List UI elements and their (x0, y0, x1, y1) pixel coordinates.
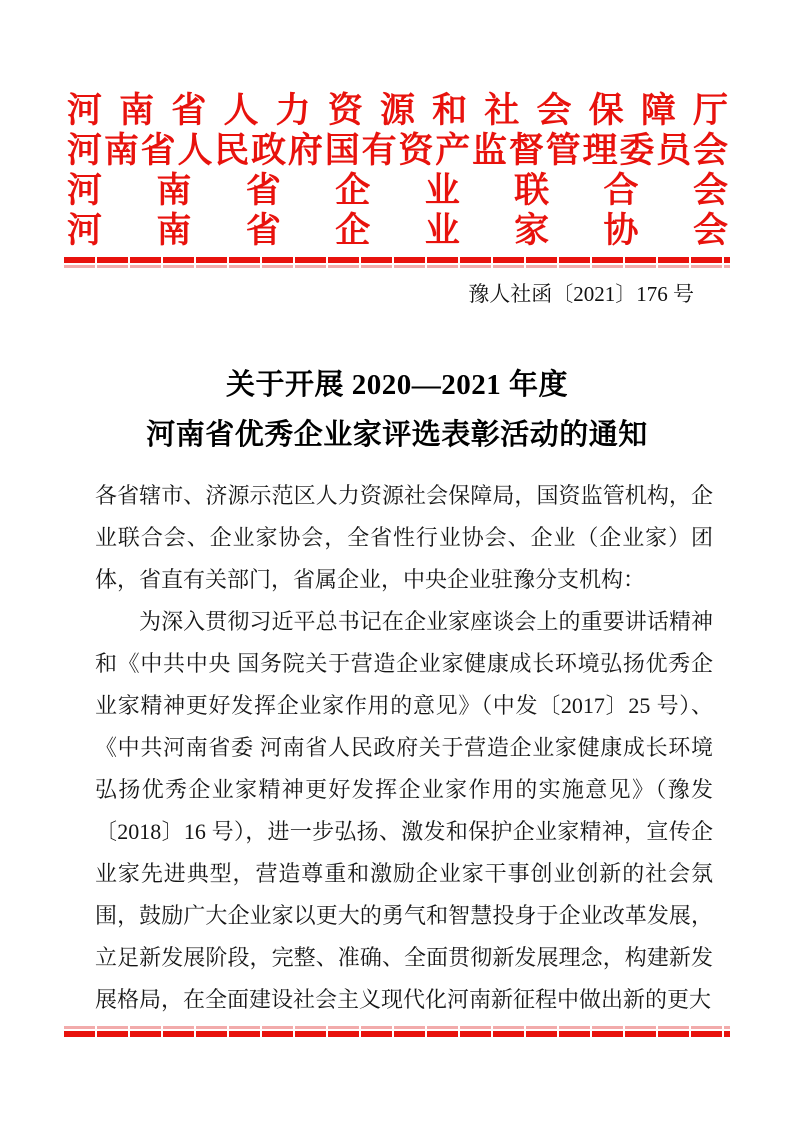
org-name-line-3: 河南省企业联合会 (67, 171, 728, 210)
notice-body (95, 475, 713, 1021)
org-name-line-1: 河南省人力资源和社会保障厅 (67, 91, 728, 130)
org-name-line-2: 河南省人民政府国有资产监督管理委员会 (67, 131, 728, 170)
notice-title (0, 360, 794, 460)
salutation: 各省辖市、济源示范区人力资源社会保障局，国资监管机构，企业联合会、企业家协会，全省性行业协会、企业（企业家）团体，省直有关部门，省属企业，中央企业驻豫分支机构： (95, 483, 713, 592)
body-paragraph-1: 为深入贯彻习近平总书记在企业家座谈会上的重要讲话精神和《中共中央 国务院关于营造企业家健康成长环境弘扬优秀企业家精神更好发挥企业家作用的意见》（中发〔2017〕25 号）、《中共河南省委 河南省人民政府关于营造企业家健康成长环境弘扬优秀企业家精神更好发挥企业家作用的实施意见》（豫发〔2018〕16 号），进一步弘扬、激发和保护企业家精神，宣传企业家先进典型，营造尊重和激励企业家干事创业创新的社会氛围，鼓励广大企业家以更大的勇气和智慧投身于企业改革发展，立足新发展阶段，完整、准确、全面贯彻新发展理念，构建新发展格局，在全面建设社会主义现代化河南新征程中做出新的更大 (95, 609, 713, 1012)
separator-top-thin-line (64, 265, 730, 268)
notice-title-line-2: 河南省优秀企业家评选表彰活动的通知 (146, 419, 648, 451)
notice-title-line-1: 关于开展 2020—2021 年度 (225, 369, 568, 401)
separator-bottom-thick-line (64, 1031, 730, 1037)
red-separator-top (64, 257, 730, 268)
letterhead (67, 91, 728, 251)
document-number: 豫人社函〔2021〕176 号 (468, 282, 694, 306)
org-name-line-4: 河南省企业家协会 (67, 211, 728, 250)
red-separator-bottom (64, 1026, 730, 1037)
